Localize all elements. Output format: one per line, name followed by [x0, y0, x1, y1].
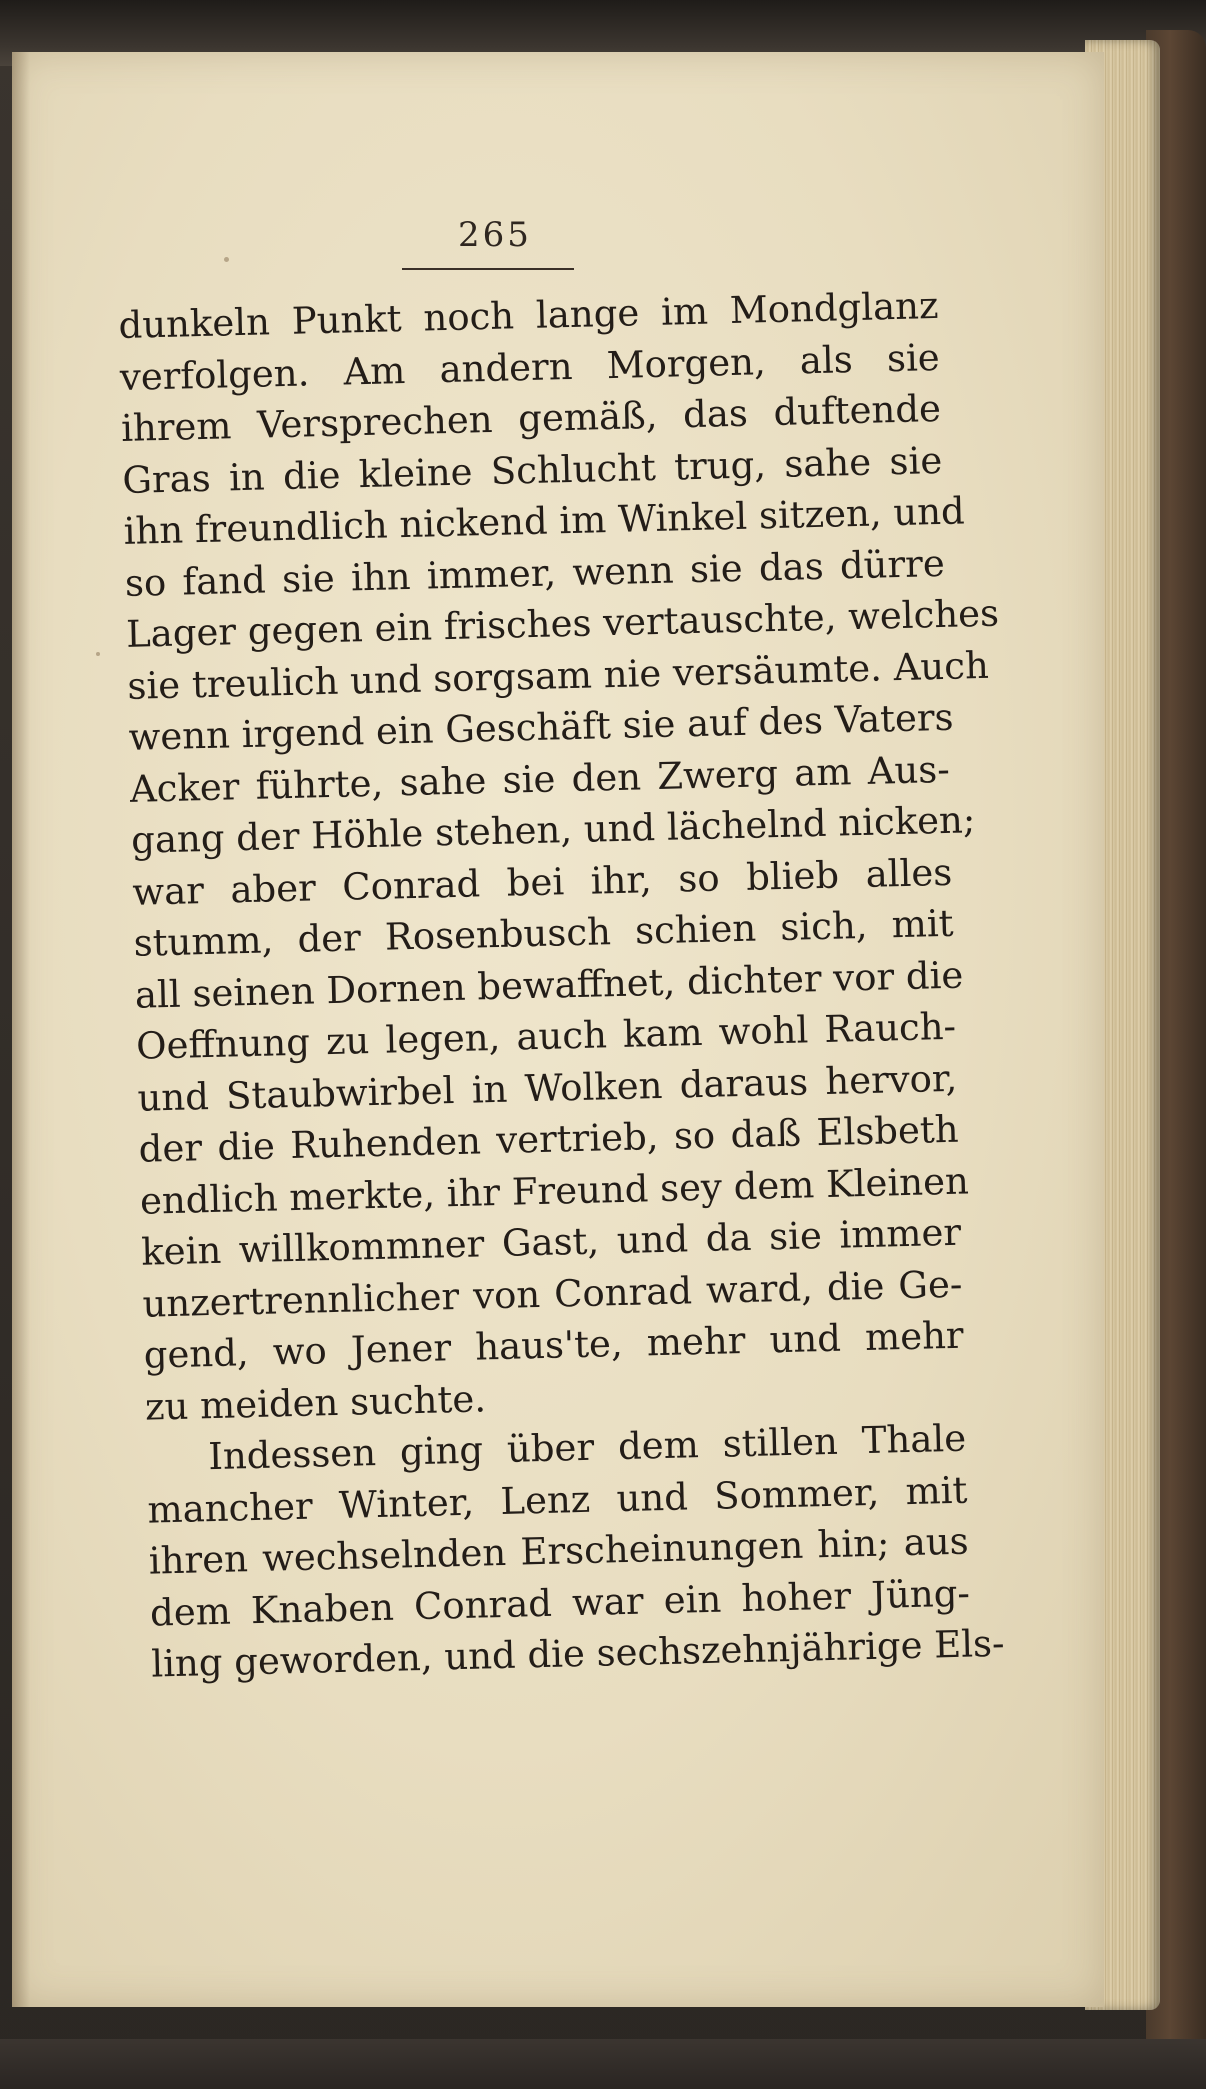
ink-speck — [224, 257, 229, 262]
text-line: Lager gegen ein frisches vertauschte, welches — [125, 591, 1000, 656]
gutter-shadow — [12, 52, 30, 2007]
text-line: sie treulich und sorgsam nie versäumte. Auch — [126, 643, 990, 708]
text-line: mancher Winter, Lenz und Sommer, mit — [147, 1468, 968, 1532]
text-line: wenn irgend ein Geschäft sie auf des Vaters — [128, 695, 955, 759]
text-line: war aber Conrad bei ihr, so blieb alles — [131, 850, 953, 914]
text-line: Oeffnung zu legen, auch kam wohl Rauch- — [135, 1004, 957, 1068]
text-line: ling geworden, und die sechszehnjährige Els- — [150, 1621, 1006, 1686]
text-line: der die Ruhenden vertrieb, so daß Elsbeth — [138, 1107, 960, 1171]
text-line: endlich merkte, ihr Freund sey dem Kleinen — [139, 1158, 970, 1223]
text-line: Indessen ging über dem stillen Thale — [207, 1416, 967, 1479]
text-line: ihn freundlich nickend im Winkel sitzen, und — [123, 489, 966, 553]
text-line: und Staubwirbel in Wolken daraus hervor, — [136, 1056, 958, 1120]
book-cover-bottom-edge — [0, 2039, 1206, 2089]
text-line: gang der Höhle stehen, und lächelnd nicken; — [130, 798, 976, 862]
body-text — [118, 280, 1006, 1690]
text-line: so fand sie ihn immer, wenn sie das dürre — [124, 541, 946, 605]
text-line: gend, wo Jener haus'te, mehr und mehr — [143, 1313, 965, 1377]
text-line: zu meiden suchte. — [144, 1376, 487, 1429]
text-line: ihrem Versprechen gemäß, das duftende — [120, 386, 942, 450]
text-line: kein willkommner Gast, und da sie immer — [140, 1210, 962, 1274]
text-line: Gras in die kleine Schlucht trug, sahe sie — [121, 438, 943, 502]
text-line: dunkeln Punkt noch lange im Mondglanz — [118, 283, 939, 347]
header-rule — [402, 268, 574, 270]
page-number: 265 — [458, 215, 532, 255]
text-line: Acker führte, sahe sie den Zwerg am Aus- — [129, 747, 951, 811]
text-line: all seinen Dornen bewaffnet, dichter vor die — [134, 953, 964, 1017]
text-line: dem Knaben Conrad war ein hoher Jüng- — [149, 1571, 971, 1635]
text-line: unzertrennlicher von Conrad ward, die Ge- — [142, 1262, 963, 1326]
ink-speck — [96, 652, 100, 656]
text-line: verfolgen. Am andern Morgen, als sie — [119, 335, 941, 399]
text-line: stumm, der Rosenbusch schien sich, mit — [133, 901, 955, 965]
text-line: ihren wechselnden Erscheinungen hin; aus — [148, 1519, 970, 1583]
